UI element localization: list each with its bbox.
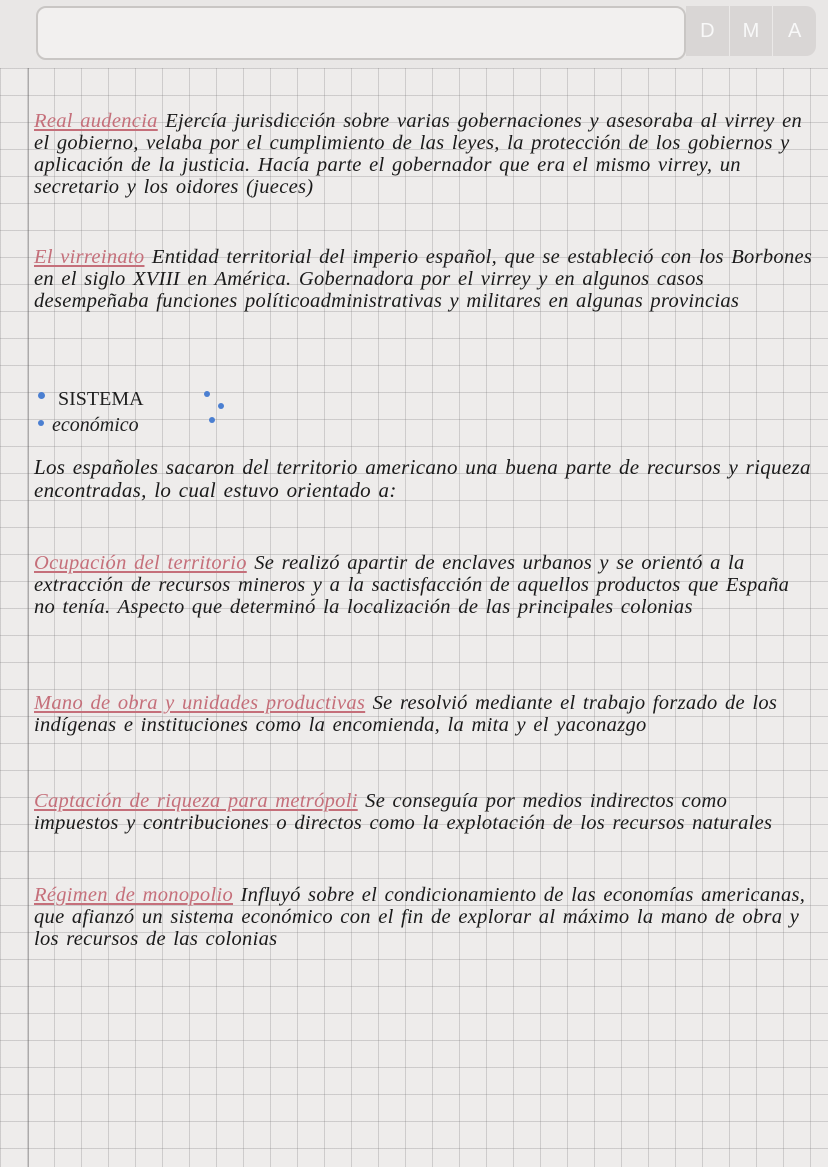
date-day-label: D xyxy=(700,19,715,42)
section-regimen-monopolio xyxy=(34,884,814,950)
decorative-dot xyxy=(218,403,224,409)
section-real-audiencia xyxy=(34,110,814,198)
section-term: El virreinato xyxy=(34,246,145,268)
section-body: Entidad territorial del imperio español, que se estableció con los Borbones en el siglo XVIII en América. Gobernadora por el virrey y en algunos casos desempeñaba funciones políticoadministrativas y militares en algunas provincias xyxy=(34,246,813,312)
section-captacion-riqueza xyxy=(34,790,814,834)
section-virreinato xyxy=(34,246,814,312)
section-ocupacion-territorio xyxy=(34,552,814,618)
section-body: Ejercía jurisdicción sobre varias gobernaciones y asesoraba al virrey en el gobierno, velaba por el cumplimiento de las leyes, la protección de los gobiernos y aplicación de la justicia. Hacía parte el gobernador que era el mismo virrey, un secretario y los oidores (jueces) xyxy=(34,110,803,198)
section-term: Régimen de monopolio xyxy=(34,884,234,906)
margin-line xyxy=(28,68,29,1167)
heading-line-1: SISTEMA xyxy=(58,388,144,410)
section-heading-sistema-economico xyxy=(36,388,144,436)
section-body: Los españoles sacaron del territorio americano una buena parte de recursos y riqueza encontradas, lo cual estuvo orientado a: xyxy=(34,455,811,502)
section-body: Se realizó apartir de enclaves urbanos y se orientó a la extracción de recursos mineros y a la sactisfacción de aquellos productos que España no tenía. Aspecto que determinó la localización de las principales colonias xyxy=(34,552,790,618)
section-body: Influyó sobre el condicionamiento de las economías americanas, que afianzó un sistema económico con el fin de explorar al máximo la mano de obra y los recursos de las colonias xyxy=(34,884,806,950)
heading-line-2: económico xyxy=(52,414,139,436)
section-term: Mano de obra y unidades productivas xyxy=(34,692,366,714)
section-intro xyxy=(34,456,814,502)
notebook-header-box xyxy=(36,6,686,60)
section-term: Captación de riqueza para metrópoli xyxy=(34,790,358,812)
date-box xyxy=(686,6,816,56)
section-term: Real audencia xyxy=(34,110,158,132)
date-year-label: A xyxy=(772,6,816,56)
decorative-dot xyxy=(204,391,210,397)
section-body: Se conseguía por medios indirectos como impuestos y contribuciones o directos como la explotación de los recursos naturales xyxy=(34,790,773,834)
date-month-label: M xyxy=(729,6,773,56)
decorative-dot xyxy=(209,417,215,423)
section-body: Se resolvió mediante el trabajo forzado de los indígenas e instituciones como la encomienda, la mita y el yaconazgo xyxy=(34,692,778,736)
section-term: Ocupación del territorio xyxy=(34,552,247,574)
section-mano-de-obra xyxy=(34,692,814,736)
